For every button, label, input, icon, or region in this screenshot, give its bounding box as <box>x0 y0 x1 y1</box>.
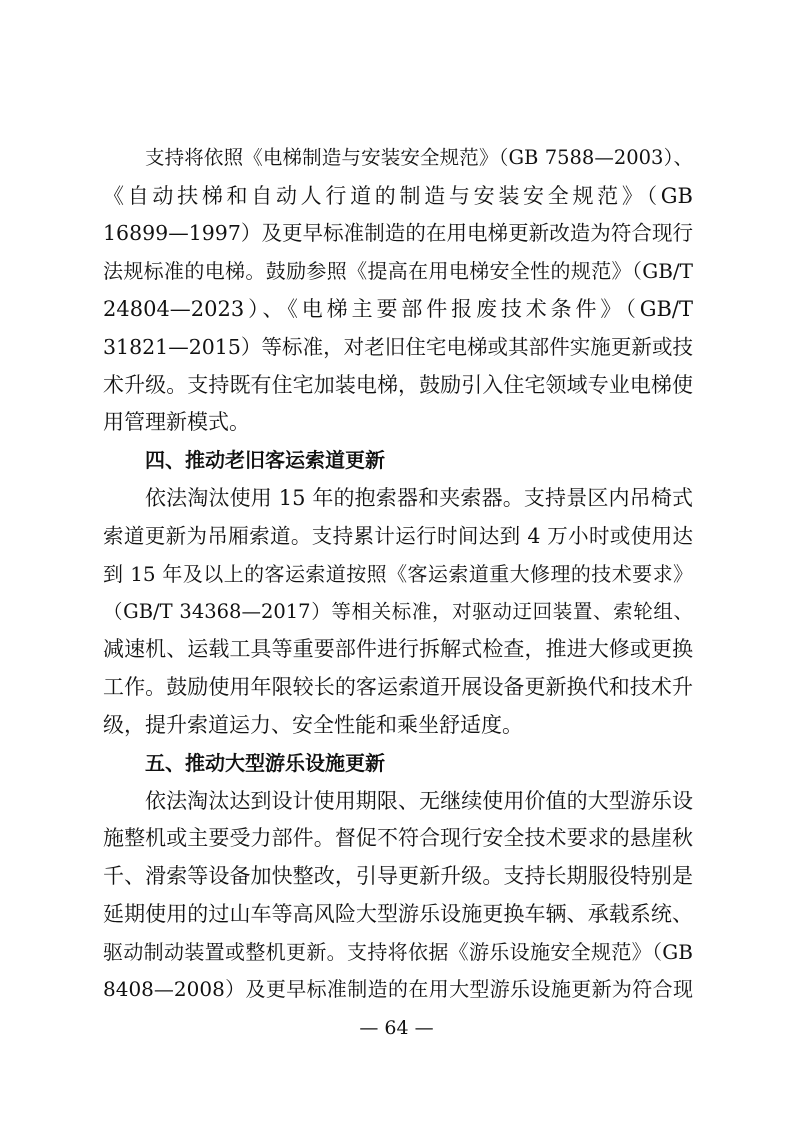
text-line: 31821—2015）等标准，对老旧住宅电梯或其部件实施更新或技 <box>103 335 693 359</box>
text-line: 索道更新为吊厢索道。支持累计运行时间达到 4 万小时或使用达 <box>103 524 693 548</box>
text-line: 术升级。支持既有住宅加装电梯，鼓励引入住宅领域专业电梯使 <box>103 373 693 397</box>
text-line: 《自动扶梯和自动人行道的制造与安装安全规范》（GB <box>103 184 693 208</box>
section-heading: 四、推动老旧客运索道更新 <box>145 448 385 472</box>
text-line: 延期使用的过山车等高风险大型游乐设施更换车辆、承载系统、 <box>103 902 693 926</box>
text-line: 到 15 年及以上的客运索道按照《客运索道重大修理的技术要求》 <box>103 562 693 586</box>
text-line: 级，提升索道运力、安全性能和乘坐舒适度。 <box>103 713 523 737</box>
section-heading: 五、推动大型游乐设施更新 <box>145 751 385 775</box>
text-line: 支持将依照《电梯制造与安装安全规范》（GB 7588—2003）、 <box>145 146 693 169</box>
text-line: 千、滑索等设备加快整改，引导更新升级。支持长期服役特别是 <box>103 864 693 888</box>
text-line: 工作。鼓励使用年限较长的客运索道开展设备更新换代和技术升 <box>103 675 693 699</box>
text-line: 用管理新模式。 <box>103 410 250 434</box>
text-line: 施整机或主要受力部件。督促不符合现行安全技术要求的悬崖秋 <box>103 826 693 850</box>
page-number: — 64 — <box>359 1017 434 1039</box>
text-line: 驱动制动装置或整机更新。支持将依据《游乐设施安全规范》（GB <box>103 940 693 964</box>
text-line: （GB/T 34368—2017）等相关标准，对驱动迂回装置、索轮组、 <box>103 600 693 623</box>
text-line: 24804—2023）、《电梯主要部件报废技术条件》（GB/T <box>103 297 693 321</box>
text-line: 减速机、运载工具等重要部件进行拆解式检查，推进大修或更换 <box>103 637 693 661</box>
text-line: 16899—1997）及更早标准制造的在用电梯更新改造为符合现行 <box>103 221 693 245</box>
text-line: 依法淘汰达到设计使用期限、无继续使用价值的大型游乐设 <box>145 789 693 813</box>
text-line: 法规标准的电梯。鼓励参照《提高在用电梯安全性的规范》（GB/T <box>103 259 693 283</box>
text-line: 依法淘汰使用 15 年的抱索器和夹索器。支持景区内吊椅式 <box>145 486 693 510</box>
text-line: 8408—2008）及更早标准制造的在用大型游乐设施更新为符合现 <box>103 977 693 1001</box>
